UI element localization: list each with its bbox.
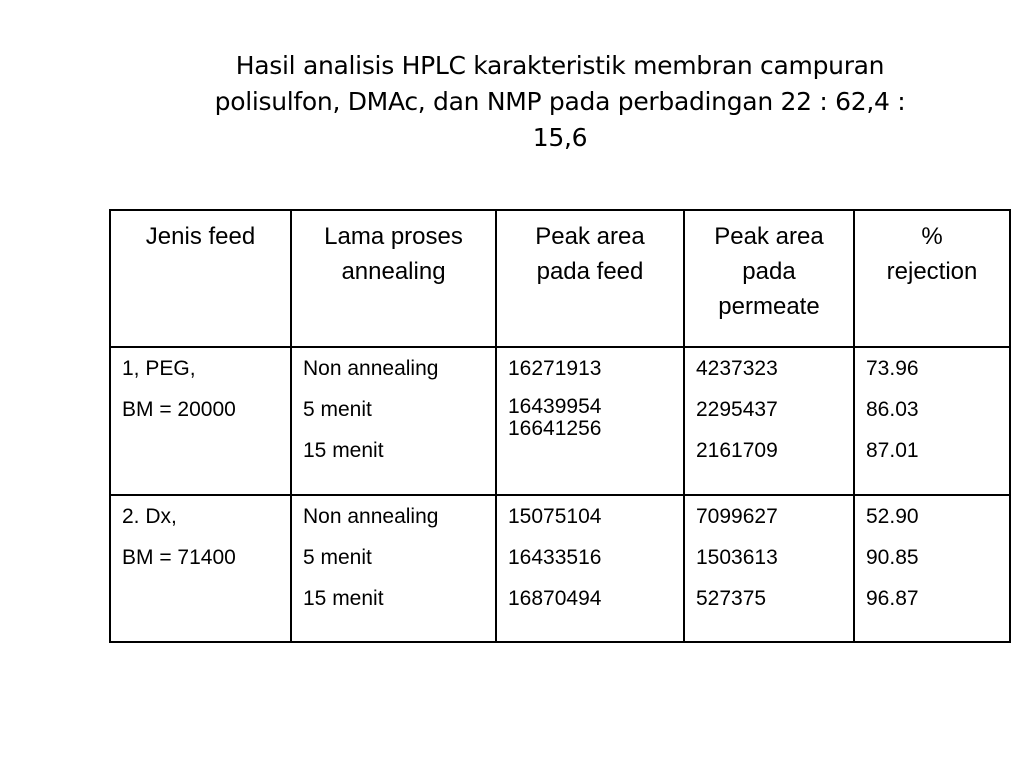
cell-text: 90.85: [866, 545, 919, 569]
cell-text: 1, PEG,: [122, 357, 196, 380]
cell-peak-permeate: [684, 347, 854, 495]
cell-text: Non annealing: [303, 504, 439, 528]
slide-title: [150, 48, 970, 156]
header-text: Peak area: [714, 223, 824, 250]
cell-text: 2161709: [696, 439, 778, 462]
cell-annealing: [291, 347, 496, 495]
header-text: Peak area: [535, 223, 645, 250]
table-row: [110, 347, 1010, 495]
header-text: Lama proses: [324, 223, 463, 250]
cell-peak-feed: [496, 495, 684, 643]
title-line-3: 15,6: [532, 123, 588, 152]
cell-text: 16641256: [508, 417, 602, 440]
header-rejection: [854, 210, 1010, 347]
title-line-2: polisulfon, DMAc, dan NMP pada perbadingan 22 : 62,4 :: [214, 87, 906, 116]
header-peak-area-feed: [496, 210, 684, 347]
cell-text: 2. Dx,: [122, 504, 177, 528]
cell-text: 16439954: [508, 395, 602, 418]
cell-text: 16433516: [508, 545, 602, 569]
table-row: [110, 495, 1010, 643]
header-text: pada feed: [536, 258, 644, 285]
cell-text: 5 menit: [303, 545, 372, 569]
cell-rejection: [854, 347, 1010, 495]
cell-text: Non annealing: [303, 357, 439, 380]
cell-text: 15075104: [508, 504, 602, 528]
cell-peak-permeate: [684, 495, 854, 643]
cell-annealing: [291, 495, 496, 643]
cell-text: [508, 396, 679, 440]
cell-text: 87.01: [866, 439, 919, 462]
hplc-results-table: [109, 209, 1011, 643]
header-text: permeate: [718, 293, 820, 320]
cell-text: 16870494: [508, 586, 602, 610]
cell-text: 73.96: [866, 357, 919, 380]
cell-text: 1503613: [696, 545, 778, 569]
cell-text: 4237323: [696, 357, 778, 380]
cell-text: 96.87: [866, 586, 919, 610]
cell-text: BM = 20000: [122, 398, 236, 421]
cell-peak-feed: [496, 347, 684, 495]
cell-text: 15 menit: [303, 586, 384, 610]
cell-rejection: [854, 495, 1010, 643]
header-text: %: [921, 223, 943, 250]
cell-text: 7099627: [696, 504, 778, 528]
header-peak-area-permeate: [684, 210, 854, 347]
header-text: annealing: [341, 258, 446, 285]
cell-text: 527375: [696, 586, 767, 610]
cell-text: 16271913: [508, 357, 602, 380]
header-row: [110, 210, 1010, 347]
cell-text: 15 menit: [303, 439, 384, 462]
header-lama-proses: [291, 210, 496, 347]
cell-text: 86.03: [866, 398, 919, 421]
cell-feed: [110, 495, 291, 643]
cell-text: 2295437: [696, 398, 778, 421]
cell-feed: [110, 347, 291, 495]
cell-text: 5 menit: [303, 398, 372, 421]
cell-text: BM = 71400: [122, 545, 236, 569]
header-jenis-feed: [110, 210, 291, 347]
cell-text: 52.90: [866, 504, 919, 528]
header-text: rejection: [886, 258, 978, 285]
header-text: Jenis feed: [145, 223, 256, 250]
title-line-1: Hasil analisis HPLC karakteristik membran campuran: [235, 51, 885, 80]
header-text: pada: [742, 258, 796, 285]
